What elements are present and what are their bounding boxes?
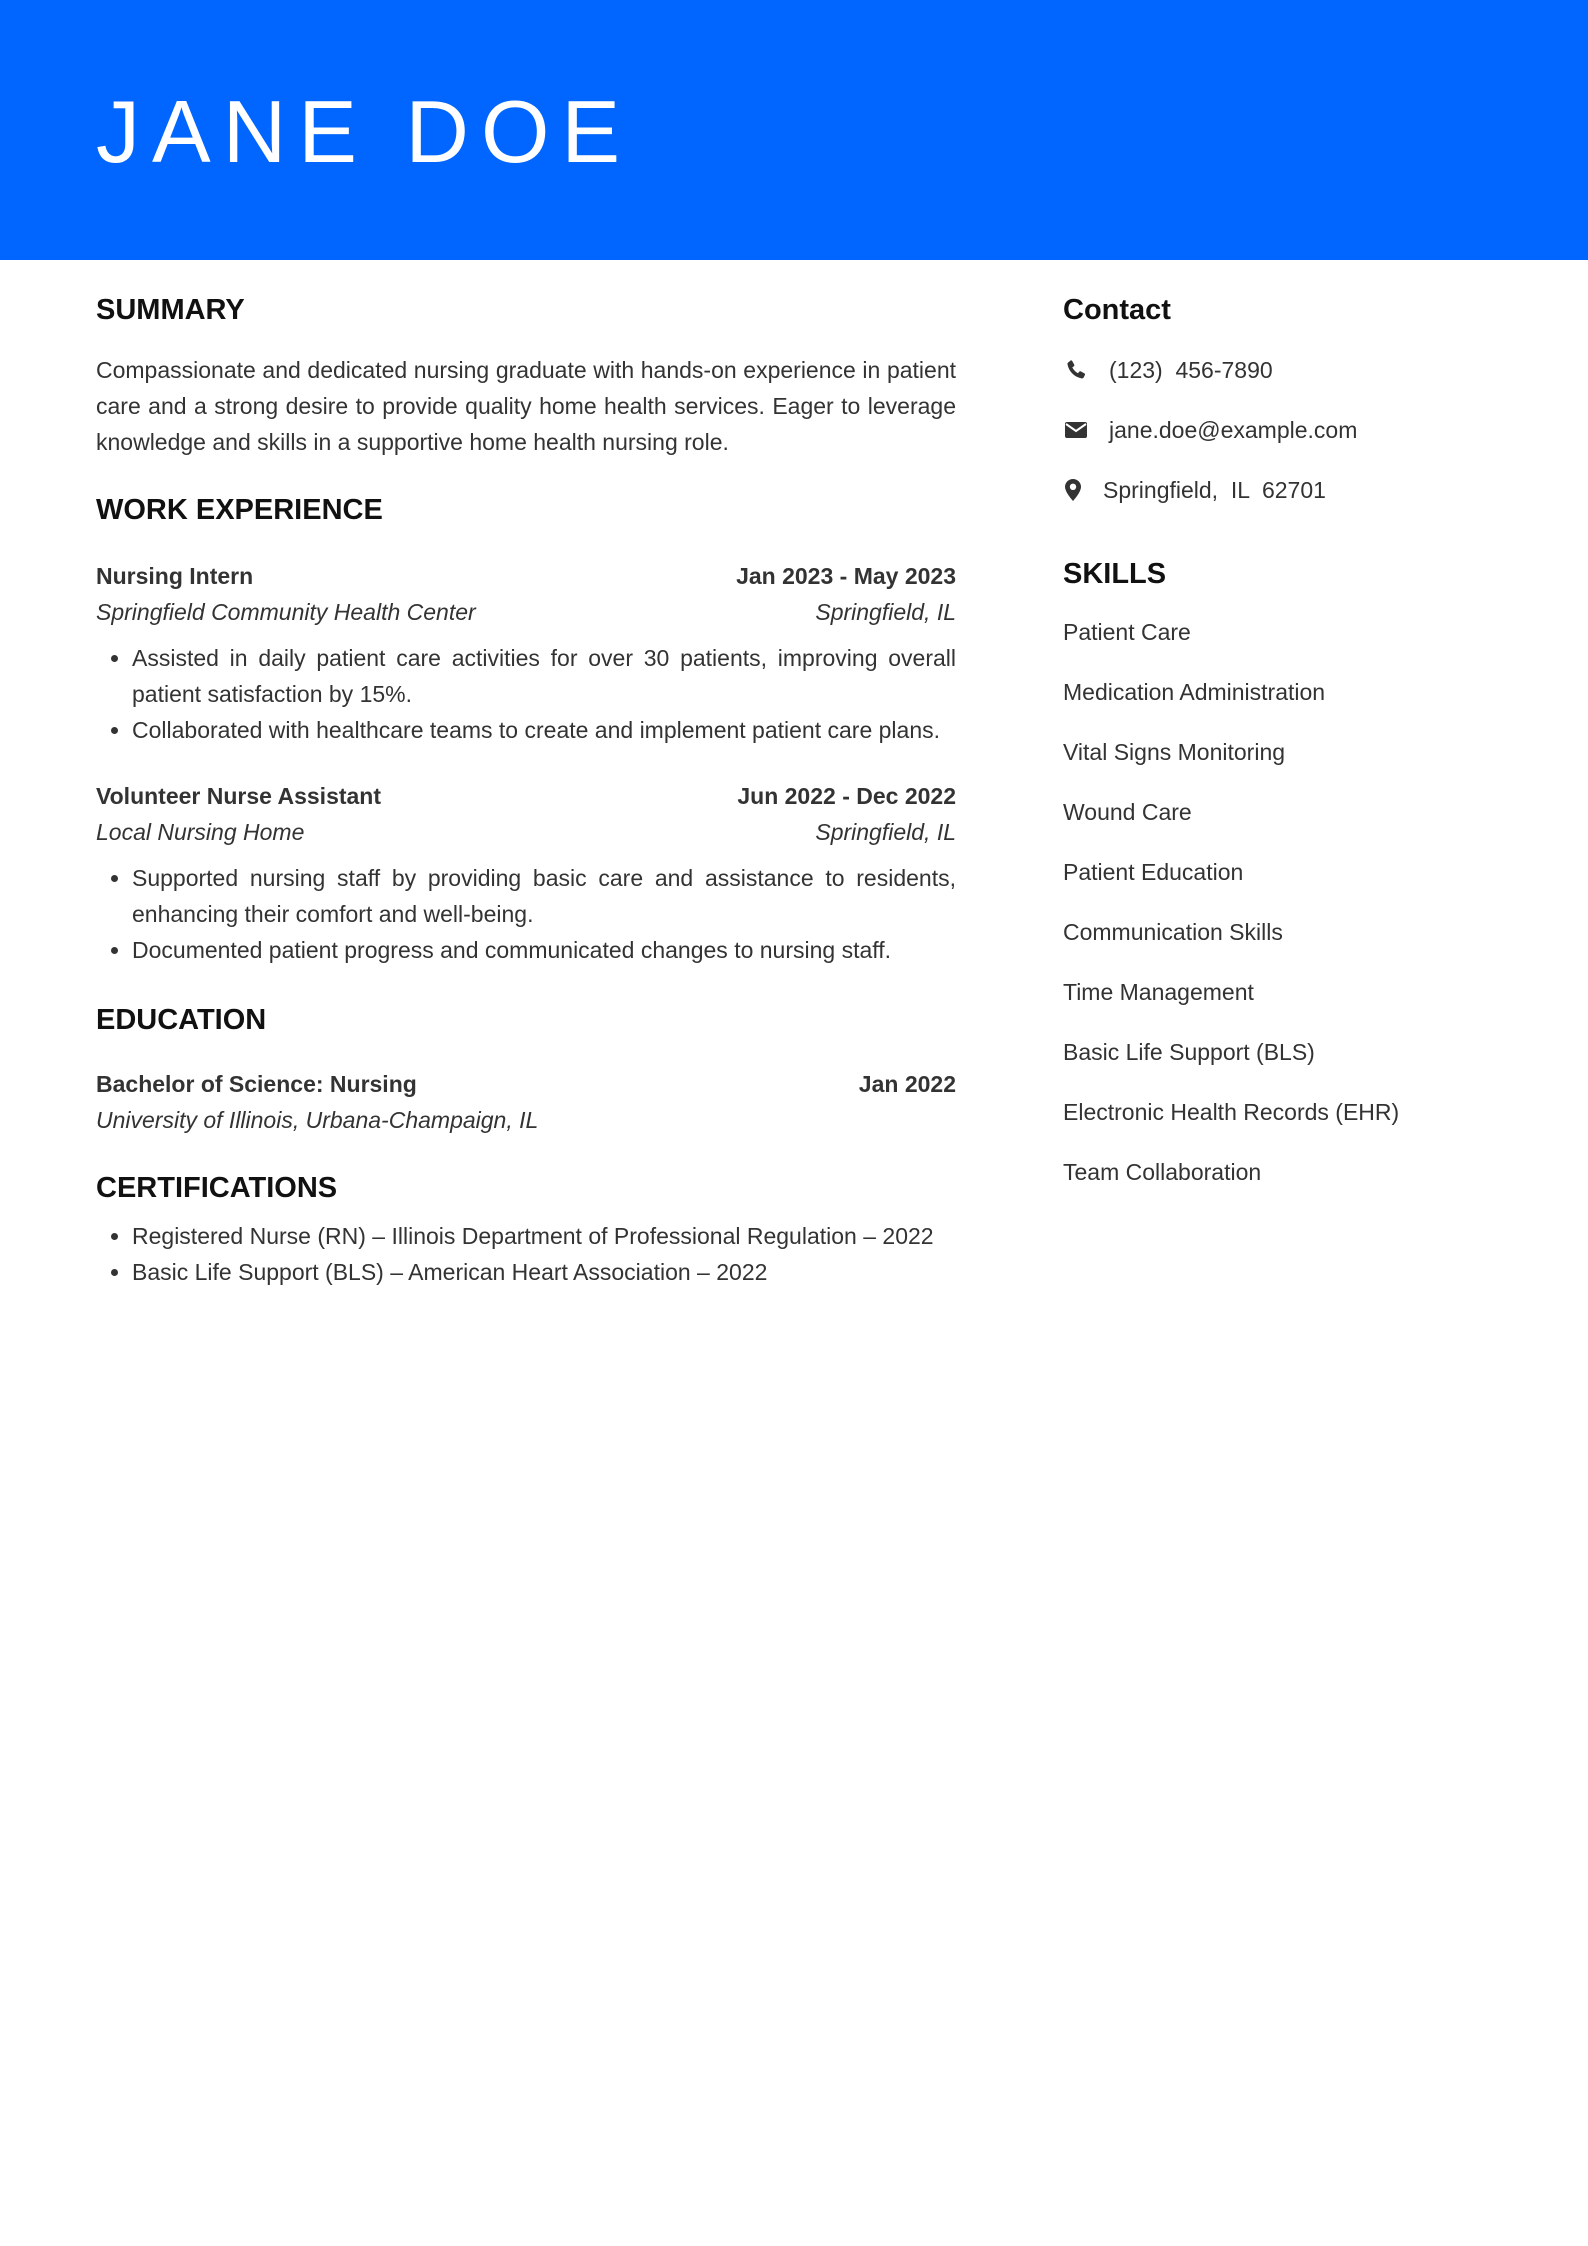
phone-icon bbox=[1063, 357, 1089, 383]
education-school-row bbox=[96, 1102, 956, 1138]
contact-list bbox=[1063, 352, 1493, 508]
education-header-row bbox=[96, 1066, 956, 1102]
work-experience-title: WORK EXPERIENCE bbox=[96, 494, 383, 526]
work-experience-section bbox=[96, 490, 956, 968]
contact-title: Contact bbox=[1063, 294, 1171, 326]
summary-title: SUMMARY bbox=[96, 294, 245, 326]
skill-item: Patient Education bbox=[1063, 859, 1244, 885]
skill-item: Electronic Health Records (EHR) bbox=[1063, 1099, 1400, 1125]
sidebar-column bbox=[1063, 290, 1493, 1214]
summary-text: Compassionate and dedicated nursing graduate with hands-on experience in patient care and a strong desire to provide quality home health services. Eager to leverage knowledge and skills in a supportive home health nursing role. bbox=[96, 357, 956, 455]
job-organization: Springfield Community Health Center bbox=[96, 599, 476, 625]
job-entry bbox=[96, 778, 956, 968]
summary-section bbox=[96, 290, 956, 460]
skill-item: Communication Skills bbox=[1063, 919, 1283, 945]
education-date: Jan 2022 bbox=[858, 1071, 956, 1097]
contact-email bbox=[1063, 412, 1493, 448]
skill-item: Team Collaboration bbox=[1063, 1159, 1262, 1185]
skills-list bbox=[1063, 614, 1493, 1190]
job-organization: Local Nursing Home bbox=[96, 819, 305, 845]
skill-item: Vital Signs Monitoring bbox=[1063, 739, 1286, 765]
education-title: EDUCATION bbox=[96, 1004, 267, 1036]
job-bullets bbox=[96, 640, 956, 748]
contact-phone bbox=[1063, 352, 1493, 388]
job-org-row bbox=[96, 594, 956, 630]
skill-item: Medication Administration bbox=[1063, 679, 1326, 705]
envelope-icon bbox=[1063, 417, 1089, 443]
job-bullets bbox=[96, 860, 956, 968]
skill-item: Patient Care bbox=[1063, 619, 1191, 645]
job-position: Nursing Intern bbox=[96, 563, 254, 589]
candidate-name: JANE DOE bbox=[96, 82, 633, 181]
certifications-title: CERTIFICATIONS bbox=[96, 1172, 338, 1204]
job-bullet: • Documented patient progress and communicated changes to nursing staff. bbox=[132, 932, 956, 968]
certifications-section bbox=[96, 1168, 956, 1290]
job-header-row bbox=[96, 558, 956, 594]
job-header-row bbox=[96, 778, 956, 814]
job-bullet: • Assisted in daily patient care activities for over 30 patients, improving overall patient satisfaction by 15%. bbox=[132, 640, 956, 712]
skill-item: Wound Care bbox=[1063, 799, 1192, 825]
skills-title: SKILLS bbox=[1063, 558, 1167, 590]
job-entry bbox=[96, 558, 956, 748]
job-bullet: • Collaborated with healthcare teams to create and implement patient care plans. bbox=[132, 712, 956, 748]
job-org-row bbox=[96, 814, 956, 850]
map-pin-icon bbox=[1063, 477, 1083, 503]
phone-number: (123) 456-7890 bbox=[1109, 356, 1273, 383]
contact-address bbox=[1063, 472, 1493, 508]
education-degree: Bachelor of Science: Nursing bbox=[96, 1071, 417, 1097]
email-address: jane.doe@example.com bbox=[1109, 416, 1358, 443]
skill-item: Basic Life Support (BLS) bbox=[1063, 1039, 1315, 1065]
header-banner bbox=[0, 0, 1588, 260]
job-dates: Jun 2022 - Dec 2022 bbox=[737, 783, 956, 809]
education-section bbox=[96, 1000, 956, 1138]
education-entry bbox=[96, 1066, 956, 1138]
job-location: Springfield, IL bbox=[815, 819, 956, 845]
job-bullet: • Supported nursing staff by providing basic care and assistance to residents, enhancing their comfort and well-being. bbox=[132, 860, 956, 932]
address-text: Springfield, IL 62701 bbox=[1103, 476, 1326, 503]
job-position: Volunteer Nurse Assistant bbox=[96, 783, 382, 809]
main-column bbox=[96, 290, 956, 1290]
skill-item: Time Management bbox=[1063, 979, 1254, 1005]
job-dates: Jan 2023 - May 2023 bbox=[736, 563, 956, 589]
certification-item: • Basic Life Support (BLS) – American Heart Association – 2022 bbox=[132, 1254, 956, 1290]
job-location: Springfield, IL bbox=[815, 599, 956, 625]
certification-item: • Registered Nurse (RN) – Illinois Department of Professional Regulation – 2022 bbox=[132, 1218, 956, 1254]
education-school: University of Illinois, Urbana-Champaign, IL bbox=[96, 1107, 539, 1133]
certifications-list bbox=[96, 1218, 956, 1290]
